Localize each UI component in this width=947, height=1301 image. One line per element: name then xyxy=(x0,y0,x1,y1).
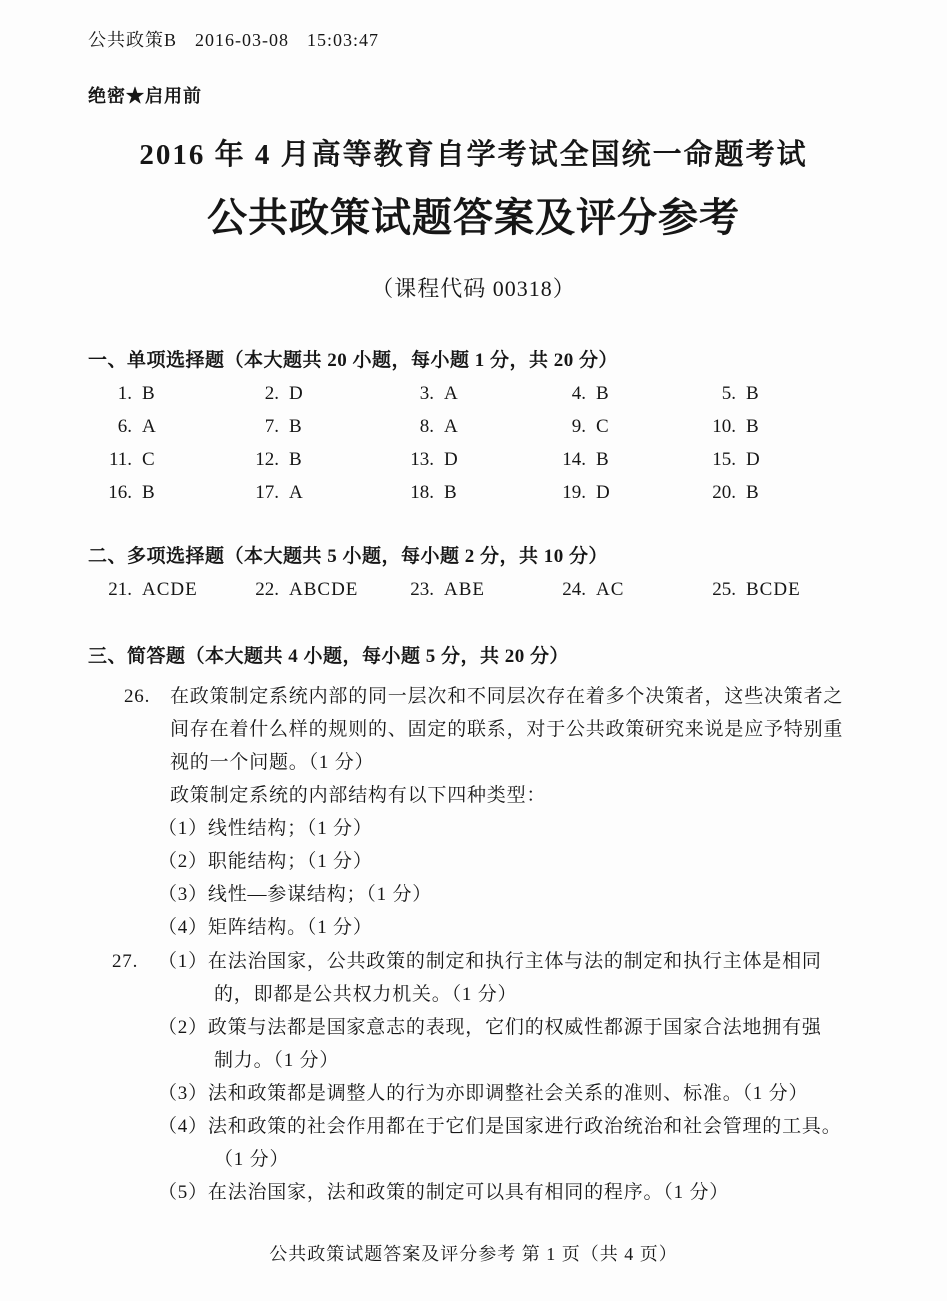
answer-number: 7. xyxy=(264,416,279,437)
answer-letter: B xyxy=(746,416,760,437)
answer-item xyxy=(692,383,892,404)
answer-number: 23. xyxy=(410,579,434,600)
q27-line: 的，即都是公共权力机关。（1 分） xyxy=(214,984,518,1005)
q26-list-item: （3）线性—参谋结构；（1 分） xyxy=(158,884,433,905)
q27-list-item: （4）法和政策的社会作用都在于它们是国家进行政治统治和社会管理的工具。 xyxy=(158,1116,842,1137)
answer-number: 22. xyxy=(255,579,279,600)
q27-line xyxy=(88,945,892,978)
answer-number: 5. xyxy=(721,383,736,404)
section-multi-choice xyxy=(88,544,892,600)
answer-number: 25. xyxy=(712,579,736,600)
answer-letter: C xyxy=(596,416,610,437)
scan-time: 15:03:47 xyxy=(307,30,380,50)
q27-line: （1 分） xyxy=(214,1149,290,1170)
answer-letter: B xyxy=(746,482,760,503)
q26-line xyxy=(88,680,892,713)
answer-letter: ACDE xyxy=(142,579,198,600)
answer-letter: A xyxy=(444,383,459,404)
answer-number: 20. xyxy=(712,482,736,503)
answer-number: 12. xyxy=(255,449,279,470)
answer-item xyxy=(88,579,235,600)
answer-number: 11. xyxy=(108,449,132,470)
question-27 xyxy=(88,945,892,1209)
answer-number: 1. xyxy=(117,383,132,404)
answer-number: 21. xyxy=(108,579,132,600)
exam-title: 2016 年 4 月高等教育自学考试全国统一命题考试 xyxy=(139,139,808,171)
answer-number: 15. xyxy=(712,449,736,470)
section-short-answer-heading: 三、简答题（本大题共 4 小题，每小题 5 分，共 20 分） xyxy=(88,646,570,667)
answer-item xyxy=(235,579,390,600)
answer-item xyxy=(542,579,692,600)
answer-letter: B xyxy=(142,383,156,404)
answer-item xyxy=(88,416,235,437)
answer-number: 6. xyxy=(117,416,132,437)
q26-line: 间存在着什么样的规则的、固定的联系，对于公共政策研究来说是应予特别重 xyxy=(170,719,844,740)
answer-item xyxy=(692,579,892,600)
classification-label: 绝密★启用前 xyxy=(88,86,202,106)
answer-item xyxy=(88,482,235,503)
answer-number: 19. xyxy=(562,482,586,503)
question-26 xyxy=(88,680,892,944)
q26-line: 政策制定系统的内部结构有以下四种类型： xyxy=(170,785,547,806)
q27-list-item: （5）在法治国家，法和政策的制定可以具有相同的程序。（1 分） xyxy=(158,1182,730,1203)
q26-list-item: （4）矩阵结构。（1 分） xyxy=(158,917,373,938)
q26-line: 视的一个问题。（1 分） xyxy=(170,752,375,773)
answer-letter: B xyxy=(596,449,610,470)
single-choice-answer-grid xyxy=(88,383,892,503)
q27-text: （1）在法治国家，公共政策的制定和执行主体与法的制定和执行主体是相同 xyxy=(158,951,822,972)
answer-letter: ABE xyxy=(444,579,485,600)
page-footer: 公共政策试题答案及评分参考 第 1 页（共 4 页） xyxy=(269,1244,678,1264)
answer-letter: A xyxy=(444,416,459,437)
answer-item xyxy=(390,579,542,600)
answer-number: 17. xyxy=(255,482,279,503)
section-short-answer xyxy=(88,644,892,1209)
answer-item xyxy=(692,482,892,503)
multi-choice-answer-grid xyxy=(88,579,892,600)
answer-letter: B xyxy=(289,449,303,470)
answer-item xyxy=(88,383,235,404)
answer-number: 16. xyxy=(108,482,132,503)
answer-item xyxy=(390,383,542,404)
answer-number: 2. xyxy=(264,383,279,404)
answer-letter: B xyxy=(596,383,610,404)
answer-item xyxy=(88,449,235,470)
answer-letter: D xyxy=(746,449,761,470)
q26-list-item: （2）职能结构；（1 分） xyxy=(158,851,373,872)
answer-number: 8. xyxy=(419,416,434,437)
answer-item xyxy=(542,383,692,404)
answer-letter: ABCDE xyxy=(289,579,359,600)
q27-list-item: （2）政策与法都是国家意志的表现，它们的权威性都源于国家合法地拥有强 xyxy=(158,1017,822,1038)
course-code: （课程代码 00318） xyxy=(371,276,576,301)
answer-item xyxy=(235,383,390,404)
answer-item xyxy=(692,449,892,470)
answer-item xyxy=(390,482,542,503)
answer-letter: A xyxy=(289,482,304,503)
paper-title: 公共政策试题答案及评分参考 xyxy=(207,195,740,240)
q26-text: 在政策制定系统内部的同一层次和不同层次存在着多个决策者，这些决策者之 xyxy=(170,686,844,707)
scan-date: 2016-03-08 xyxy=(195,30,290,50)
answer-item xyxy=(542,449,692,470)
q26-number: 26. xyxy=(124,686,151,707)
answer-item xyxy=(542,416,692,437)
answer-item xyxy=(390,416,542,437)
answer-number: 4. xyxy=(571,383,586,404)
answer-letter: B xyxy=(289,416,303,437)
answer-number: 3. xyxy=(419,383,434,404)
answer-item xyxy=(542,482,692,503)
answer-item xyxy=(235,416,390,437)
scan-header xyxy=(88,26,379,52)
answer-number: 10. xyxy=(712,416,736,437)
answer-number: 14. xyxy=(562,449,586,470)
answer-item xyxy=(235,449,390,470)
section-multi-choice-heading: 二、多项选择题（本大题共 5 小题，每小题 2 分，共 10 分） xyxy=(88,546,609,567)
q26-list-item: （1）线性结构；（1 分） xyxy=(158,818,373,839)
answer-number: 24. xyxy=(562,579,586,600)
answer-letter: AC xyxy=(596,579,625,600)
section-single-choice-heading: 一、单项选择题（本大题共 20 小题，每小题 1 分，共 20 分） xyxy=(88,350,619,371)
q27-list-item: （3）法和政策都是调整人的行为亦即调整社会关系的准则、标准。（1 分） xyxy=(158,1083,809,1104)
answer-letter: B xyxy=(142,482,156,503)
answer-letter: BCDE xyxy=(746,579,801,600)
answer-letter: B xyxy=(444,482,458,503)
q27-line: 制力。（1 分） xyxy=(214,1050,340,1071)
answer-item xyxy=(390,449,542,470)
answer-number: 9. xyxy=(571,416,586,437)
answer-letter: D xyxy=(289,383,304,404)
answer-item xyxy=(235,482,390,503)
answer-letter: D xyxy=(596,482,611,503)
answer-letter: A xyxy=(142,416,157,437)
answer-letter: D xyxy=(444,449,459,470)
scan-doc-label: 公共政策B xyxy=(88,30,178,50)
answer-letter: C xyxy=(142,449,156,470)
answer-number: 18. xyxy=(410,482,434,503)
q27-number: 27. xyxy=(112,951,139,972)
answer-letter: B xyxy=(746,383,760,404)
section-single-choice xyxy=(88,348,892,503)
answer-item xyxy=(692,416,892,437)
answer-number: 13. xyxy=(410,449,434,470)
